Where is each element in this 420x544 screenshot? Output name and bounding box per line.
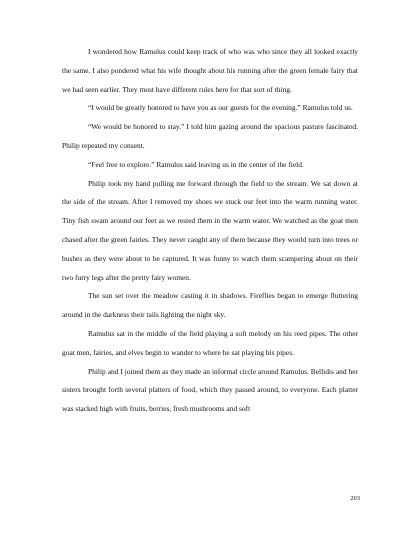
paragraph-1: I wondered how Ramulus could keep track of who was who since they all looked exactly the same. I also pondered what his wife thought about his running after the green female fairy that we had seen earlier. They must have different rules here for that sort of thing. xyxy=(62,47,358,94)
body-text xyxy=(62,43,358,419)
paragraph-7: Ramulus sat in the middle of the field playing a soft melody on his reed pipes. The other goat men, fairies, and elves begin to wander to where he sat playing his pipes. xyxy=(62,328,358,357)
paragraph-5: Philip took my hand pulling me forward through the field to the stream. We sat down at the side of the stream. After I removed my shoes we stuck our feet into the warm running water. Tiny fish swam around our feet as we rested them in the warm water. We watched as the goat men chased after the green fairies. They never caught any of them because they would turn into trees or bushes as they were about to be captured. It was funny to watch them scampering about on their two furry legs after the pretty fairy women. xyxy=(62,178,358,282)
paragraph-8: Philip and I joined them as they made an informal circle around Ramulus. Bellidis and her sisters brought forth several platters of food, which they passed around, to everyone. Each platter was stacked high with fruits, berries, fresh mushrooms and soft xyxy=(62,366,358,414)
page-number: 203 xyxy=(350,495,360,502)
paragraph-3: “We would be honored to stay.” I told him gazing around the spacious pasture fascinated. Philip repeated my consent. xyxy=(62,122,358,150)
paragraph-6: The sun set over the meadow casting it in shadows. Fireflies began to emerge fluttering around in the darkness their tails lighting the night sky. xyxy=(62,291,358,320)
paragraph-4: “Feel free to explore.” Ramulus said leaving us in the center of the field. xyxy=(88,159,304,169)
paragraph-2: “I would be greatly honored to have you as our guests for the evening.” Ramulus told us. xyxy=(88,103,353,113)
